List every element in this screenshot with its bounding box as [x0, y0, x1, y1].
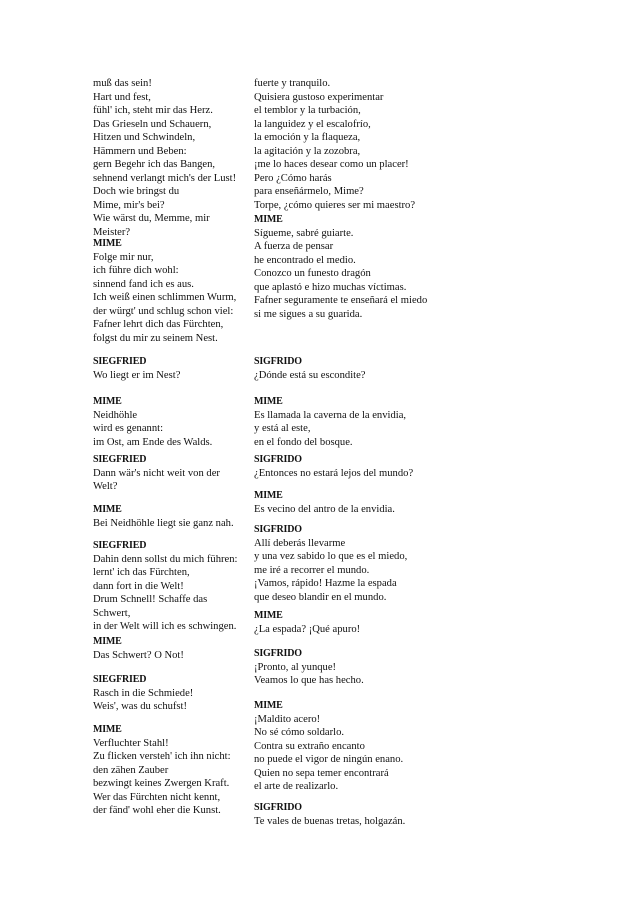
verse-line: para enseñármelo, Mime? [254, 186, 364, 197]
dialogue-block [93, 453, 220, 494]
dialogue-block [93, 635, 184, 662]
dialogue-block [254, 609, 360, 636]
verse-line: den zähen Zauber [93, 764, 169, 776]
verse-line: ¡Pronto, al yunque! [254, 661, 337, 673]
verse-line: wird es genannt: [93, 423, 164, 434]
verse-line: im Ost, am Ende des Walds. [93, 436, 213, 448]
verse-line: la languidez y el escalofrío, [254, 118, 371, 130]
speaker-name: MIME [254, 396, 283, 407]
verse-line: Conozco un funesto dragón [254, 268, 371, 279]
dialogue-block [93, 723, 231, 818]
verse-line: Contra su extraño encanto [254, 740, 365, 752]
speaker-name: SIGFRIDO [254, 648, 302, 659]
verse-line: Hämmern und Beben: [93, 145, 187, 157]
dialogue-block [254, 453, 413, 480]
verse-line: ¡Maldito acero! [254, 713, 321, 725]
verse-line: ich führe dich wohl: [93, 265, 179, 276]
verse-line: No sé cómo soldarlo. [254, 727, 345, 738]
dialogue-block [254, 77, 415, 212]
verse-line: A fuerza de pensar [254, 241, 334, 252]
verse-line: Dann wär's nicht weit von der [93, 467, 220, 479]
dialogue-block [254, 699, 403, 794]
dialogue-block [254, 355, 366, 382]
verse-line: Welt? [93, 481, 118, 492]
verse-line: Dahin denn sollst du mich führen: [93, 553, 238, 565]
dialogue-block [93, 77, 236, 239]
verse-line: que aplastó e hizo muchas víctimas. [254, 281, 407, 293]
speaker-name: SIEGFRIED [93, 540, 147, 551]
dialogue-block [254, 395, 406, 449]
verse-line: ¿Dónde está su escondite? [254, 369, 366, 381]
verse-line: Fafner lehrt dich das Fürchten, [93, 319, 224, 330]
dialogue-block [254, 213, 427, 321]
verse-line: Das Schwert? O Not! [93, 649, 184, 661]
verse-line: in der Welt will ich es schwingen. [93, 621, 237, 632]
verse-line: Weis', was du schufst! [93, 701, 188, 712]
verse-line: la emoción y la flaqueza, [254, 132, 361, 143]
dialogue-block [254, 523, 407, 604]
verse-line: Es llamada la caverna de la envidia, [254, 409, 407, 421]
verse-line: Quien no sepa temer encontrará [254, 767, 389, 779]
verse-line: Quisiera gustoso experimentar [254, 91, 384, 103]
dialogue-block [93, 539, 237, 634]
verse-line: si me sigues a su guarida. [254, 308, 363, 320]
speaker-name: SIEGFRIED [93, 356, 147, 367]
verse-line: me iré a recorrer el mundo. [254, 564, 370, 576]
speaker-name: MIME [93, 396, 122, 407]
verse-line: ¿Entonces no estará lejos del mundo? [254, 467, 414, 479]
speaker-name: MIME [254, 700, 283, 711]
verse-line: dann fort in die Welt! [93, 580, 184, 592]
speaker-name: MIME [93, 238, 122, 249]
verse-line: lernt' ich das Fürchten, [93, 567, 190, 578]
speaker-name: MIME [254, 214, 283, 225]
verse-line: Bei Neidhöhle liegt sie ganz nah. [93, 517, 234, 529]
verse-line: Te vales de buenas tretas, holgazán. [254, 815, 406, 827]
dialogue-block [254, 489, 395, 516]
verse-line: no puede el vigor de ningún enano. [254, 754, 404, 765]
verse-line: ¿La espada? ¡Qué apuro! [254, 623, 361, 635]
verse-line: Sígueme, sabré guiarte. [254, 227, 354, 239]
verse-line: der würgt' und schlug schon viel: [93, 305, 234, 317]
speaker-name: MIME [93, 724, 122, 735]
speaker-name: SIGFRIDO [254, 524, 302, 535]
verse-line: Fafner seguramente te enseñará el miedo [254, 295, 428, 306]
verse-line: Rasch in die Schmiede! [93, 687, 194, 699]
verse-line: Veamos lo que has hecho. [254, 675, 364, 686]
verse-line: Zu flicken versteh' ich ihn nicht: [93, 751, 231, 762]
speaker-name: MIME [93, 636, 122, 647]
verse-line: Es vecino del antro de la envidia. [254, 503, 395, 515]
verse-line: Wo liegt er im Nest? [93, 369, 181, 381]
verse-line: ¡Vamos, rápido! Hazme la espada [254, 578, 397, 589]
verse-line: la agitación y la zozobra, [254, 145, 361, 157]
dialogue-block [93, 395, 212, 449]
verse-line: sinnend fand ich es aus. [93, 278, 194, 290]
verse-line: y una vez sabido lo que es el miedo, [254, 551, 408, 562]
verse-line: el arte de realizarlo. [254, 781, 339, 792]
verse-line: Ich weiß einen schlimmen Wurm, [93, 292, 237, 303]
verse-line: Torpe, ¿cómo quieres ser mi maestro? [254, 199, 416, 211]
verse-line: Schwert, [93, 607, 131, 619]
speaker-name: MIME [93, 504, 122, 515]
speaker-name: SIGFRIDO [254, 356, 302, 367]
verse-line: Folge mir nur, [93, 251, 154, 263]
verse-line: Neidhöhle [93, 409, 138, 421]
verse-line: Verfluchter Stahl! [93, 737, 169, 749]
dialogue-block [254, 801, 405, 828]
verse-line: folgst du mir zu seinem Nest. [93, 332, 218, 344]
verse-line: bezwingt keines Zwergen Kraft. [93, 778, 230, 789]
verse-line: Drum Schnell! Schaffe das [93, 594, 208, 605]
verse-line: y está al este, [254, 423, 311, 434]
verse-line: Allí deberás llevarme [254, 537, 346, 549]
verse-line: Meister? [93, 226, 131, 238]
speaker-name: SIEGFRIED [93, 454, 147, 465]
speaker-name: MIME [254, 610, 283, 621]
speaker-name: MIME [254, 490, 283, 501]
verse-line: he encontrado el medio. [254, 254, 356, 266]
verse-line: Mime, mir's bei? [93, 199, 165, 211]
dialogue-block [93, 237, 236, 345]
dialogue-block [93, 673, 193, 714]
verse-line: Hart und fest, [93, 91, 151, 103]
dialogue-block [93, 503, 234, 530]
speaker-name: SIGFRIDO [254, 454, 302, 465]
speaker-name: SIEGFRIED [93, 674, 147, 685]
verse-line: Wie wärst du, Memme, mir [93, 213, 210, 224]
verse-line: ¡me lo haces desear como un placer! [254, 159, 409, 170]
verse-line: gern Begehr ich das Bangen, [93, 159, 216, 170]
verse-line: der fänd' wohl eher die Kunst. [93, 805, 221, 816]
verse-line: el temblor y la turbación, [254, 105, 361, 116]
verse-line: fuerte y tranquilo. [254, 78, 331, 89]
speaker-name: SIGFRIDO [254, 802, 302, 813]
verse-line: que deseo blandir en el mundo. [254, 591, 387, 603]
dialogue-block [254, 647, 364, 688]
verse-line: Pero ¿Cómo harás [254, 172, 332, 184]
verse-line: Hitzen und Schwindeln, [93, 132, 196, 143]
verse-line: Das Grieseln und Schauern, [93, 118, 212, 130]
verse-line: Wer das Fürchten nicht kennt, [93, 791, 221, 803]
verse-line: fühl' ich, steht mir das Herz. [93, 105, 213, 116]
verse-line: en el fondo del bosque. [254, 436, 353, 448]
dialogue-block [93, 355, 180, 382]
verse-line: muß das sein! [93, 78, 152, 89]
verse-line: sehnend verlangt mich's der Lust! [93, 172, 237, 184]
verse-line: Doch wie bringst du [93, 186, 180, 197]
